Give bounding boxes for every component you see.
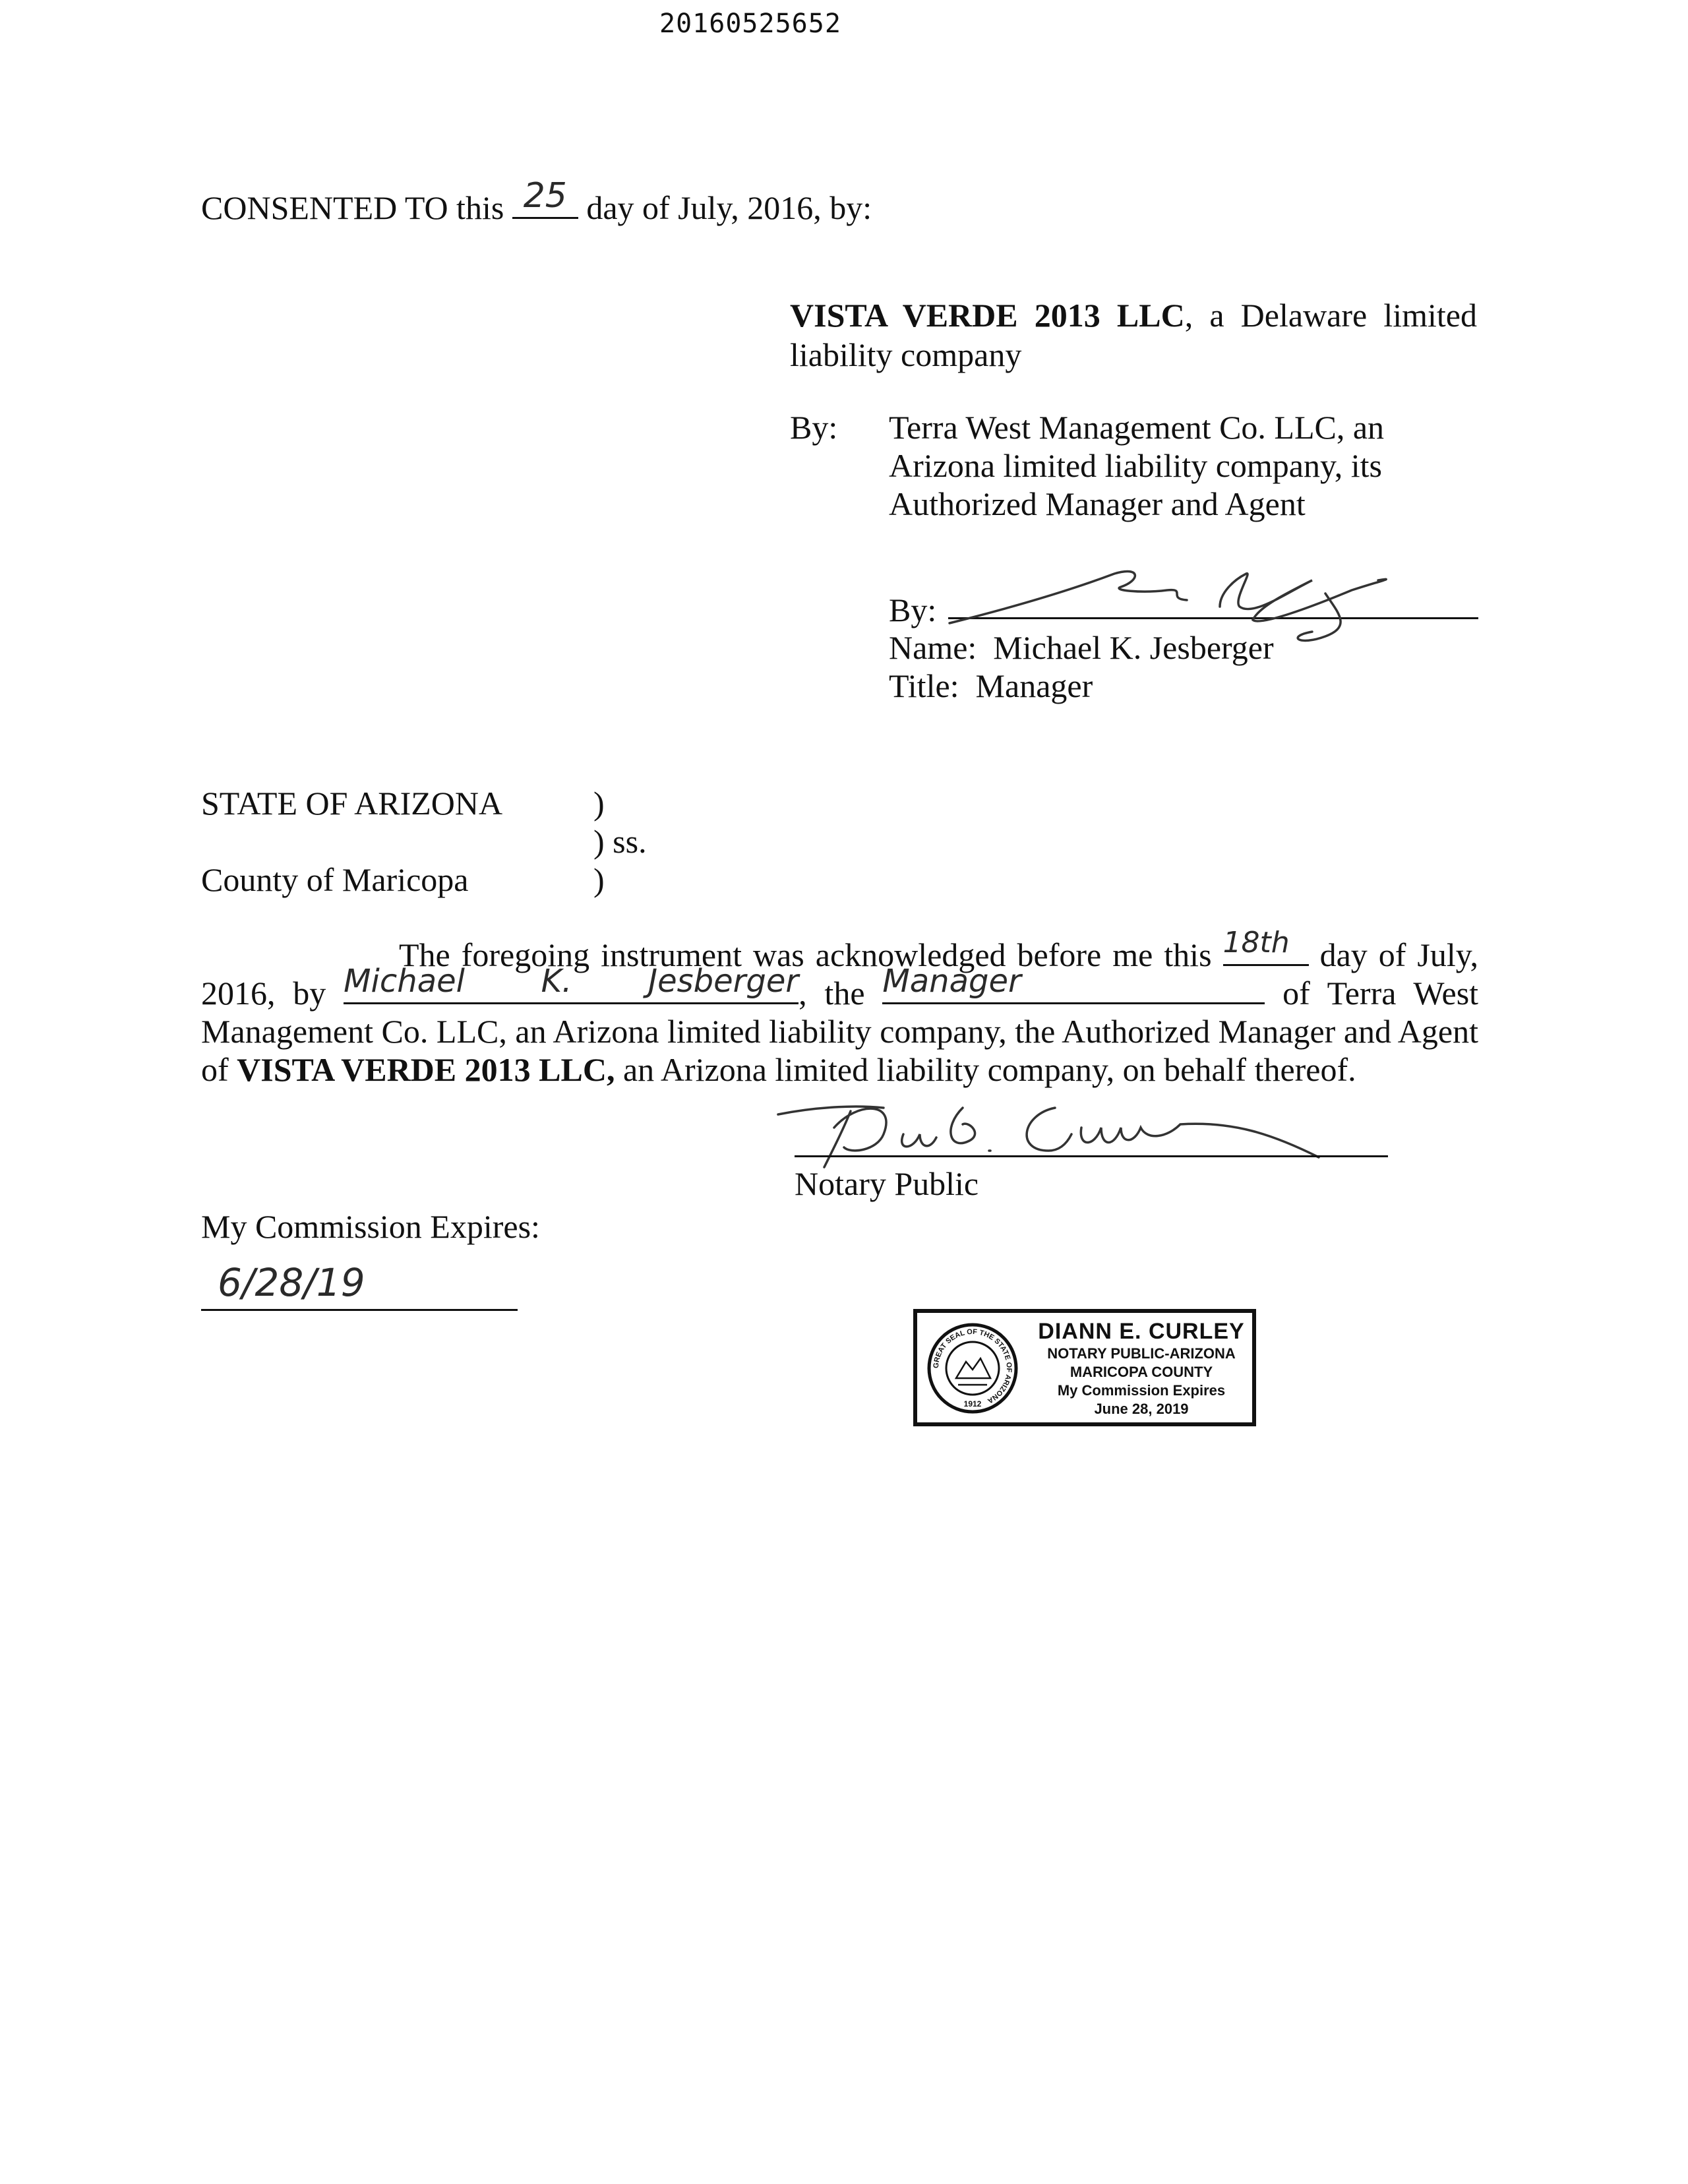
- svg-text:GREAT SEAL OF THE STATE OF ARI: [932, 1328, 1013, 1405]
- ack-line2-the: , the: [799, 975, 865, 1012]
- venue-paren3: ): [593, 861, 605, 898]
- stamp-text: [1029, 1318, 1253, 1418]
- ack-line2-start: 2016, by: [201, 975, 326, 1012]
- stamp-line4: My Commission Expires: [1057, 1382, 1226, 1399]
- entity-line1: [790, 295, 1477, 335]
- recording-number: 20160525652: [659, 9, 841, 39]
- ack-role-handwritten: Manager: [882, 963, 1021, 1000]
- notary-label: Notary Public: [795, 1165, 979, 1202]
- signature-name-row: [889, 628, 1274, 667]
- signature-by-label: By:: [889, 592, 937, 628]
- notary-signature-line: [795, 1155, 1388, 1157]
- name-label: Name:: [889, 629, 977, 666]
- notary-signature: [771, 1088, 1339, 1174]
- state-seal-icon: [926, 1322, 1019, 1414]
- venue-county: County of Maricopa: [201, 861, 469, 898]
- entity-line1-rest: , a Delaware limited: [1184, 297, 1478, 334]
- ack-role-blank: [882, 963, 1265, 1004]
- by-line2: Arizona limited liability company, its: [889, 447, 1382, 484]
- consent-prefix: CONSENTED TO this: [201, 189, 504, 226]
- stamp-line5: June 28, 2019: [1094, 1401, 1189, 1417]
- ack-line2-end: of Terra West: [1282, 975, 1479, 1012]
- ack-line4-rest: an Arizona limited liability company, on behalf thereof.: [622, 1051, 1356, 1088]
- venue-state: STATE OF ARIZONA: [201, 785, 503, 822]
- title-label: Title:: [889, 667, 959, 704]
- ack-line4: [201, 1050, 1356, 1089]
- commission-date-handwritten: 6/28/19: [218, 1260, 365, 1305]
- venue-ss: ) ss.: [593, 823, 647, 860]
- consent-suffix: day of July, 2016, by:: [586, 189, 872, 226]
- venue-paren1: ): [593, 785, 605, 822]
- by-label: By:: [790, 409, 838, 446]
- title-value: Manager: [975, 667, 1093, 704]
- ack-signer-blank: [344, 963, 799, 1004]
- name-value: Michael K. Jesberger: [993, 629, 1274, 666]
- notary-stamp: [913, 1309, 1256, 1426]
- commission-label: My Commission Expires:: [201, 1208, 540, 1245]
- commission-date-line: [201, 1309, 518, 1311]
- by-line3: Authorized Manager and Agent: [889, 485, 1306, 522]
- entity-name: VISTA VERDE 2013 LLC: [790, 297, 1185, 334]
- entity-line2: liability company: [790, 336, 1022, 373]
- signature-title-row: [889, 666, 1093, 706]
- stamp-line2: NOTARY PUBLIC-ARIZONA: [1047, 1345, 1236, 1362]
- ack-line3: Management Co. LLC, an Arizona limited liability company, the Authorized Manager and Agent: [201, 1013, 1478, 1050]
- ack-line2: [201, 963, 1479, 1013]
- seal-text: GREAT SEAL OF THE STATE OF ARIZONA: [932, 1327, 1013, 1405]
- consent-line: [201, 176, 872, 228]
- seal-year: 1912: [963, 1399, 982, 1409]
- stamp-name: DIANN E. CURLEY: [1038, 1319, 1245, 1344]
- ack-line4-entity: VISTA VERDE 2013 LLC,: [237, 1051, 615, 1088]
- ack-signer-handwritten: Michael K. Jesberger: [344, 963, 799, 1000]
- by-line1: Terra West Management Co. LLC, an: [889, 409, 1385, 446]
- ack-day-handwritten: 18th: [1222, 926, 1290, 959]
- ack-line4-of: of: [201, 1051, 229, 1088]
- stamp-line3: MARICOPA COUNTY: [1070, 1364, 1213, 1380]
- consent-day-handwritten: 25: [523, 176, 567, 216]
- consent-day-blank: [512, 176, 578, 219]
- ack-line1-end: day of July,: [1319, 936, 1479, 973]
- ack-line1-text: The foregoing instrument was acknowledged before me this: [399, 936, 1212, 973]
